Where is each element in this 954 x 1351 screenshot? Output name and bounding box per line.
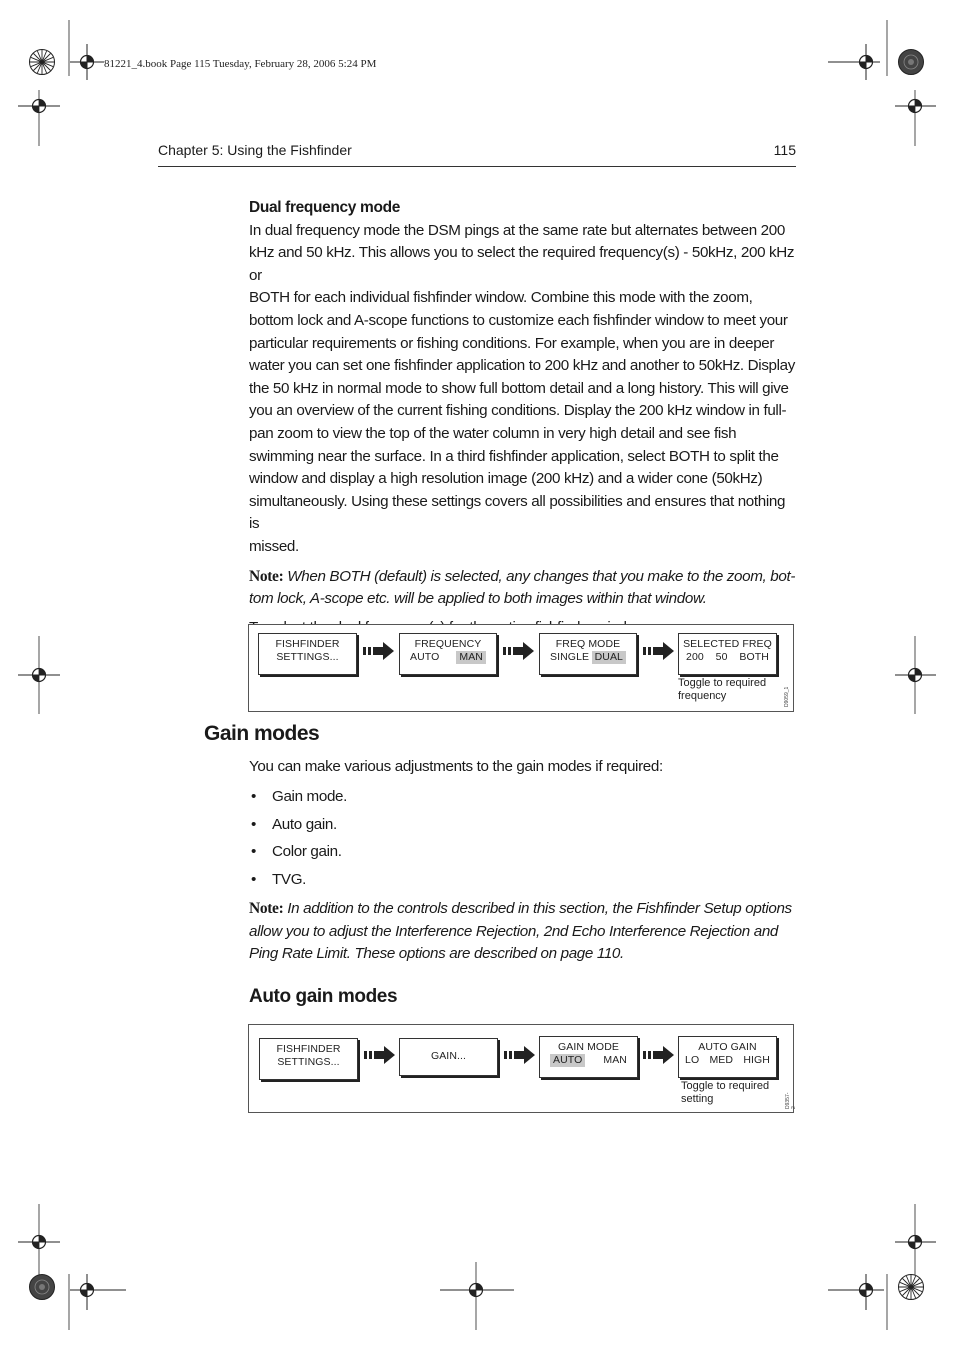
note-line: tom lock, A-scope etc. will be applied to both images within that window.: [249, 590, 707, 608]
caption-line: Toggle to required: [678, 677, 767, 689]
para-line: bottom lock and A-scope functions to customize each fishfinder window to meet your: [249, 311, 788, 329]
frequency-softkey: [399, 633, 497, 675]
option-lo: LO: [685, 1054, 700, 1066]
gain-softkey: [399, 1038, 498, 1076]
note-line: allow you to adjust the Interference Rejection, 2nd Echo Interference Rejection and: [249, 922, 779, 940]
option-dual-selected: DUAL: [592, 651, 626, 664]
note-label: Note:: [249, 567, 284, 585]
print-slug: 81221_4.book Page 115 Tuesday, February 28, 2006 5:24 PM: [104, 58, 377, 70]
para-line: missed.: [249, 537, 299, 555]
caption-line: setting: [681, 1093, 714, 1105]
arrow-right-icon: [643, 642, 675, 660]
bullet-text: Gain mode.: [272, 788, 348, 805]
arrow-right-icon: [363, 642, 395, 660]
softkey-label: FREQ MODE: [555, 638, 621, 650]
gain-mode-softkey: [539, 1036, 638, 1078]
note-line: In addition to the controls described in this section, the Fishfinder Setup options: [287, 900, 792, 917]
note-line: Ping Rate Limit. These options are described on page 110.: [249, 945, 624, 963]
note-line: When BOTH (default) is selected, any changes that you make to the zoom, bot-: [287, 567, 796, 585]
list-item: [249, 816, 347, 844]
dual-frequency-paragraph: [249, 220, 797, 559]
dual-note: [249, 566, 797, 611]
option-200: 200: [686, 651, 704, 663]
caption-line: Toggle to required: [681, 1080, 770, 1092]
option-50: 50: [715, 651, 728, 663]
fishfinder-settings-softkey: [259, 1038, 358, 1080]
option-med: MED: [709, 1054, 734, 1066]
bullet-icon: •: [251, 815, 256, 833]
list-item: [249, 871, 347, 899]
para-line: In dual frequency mode the DSM pings at the same rate but alternates between 200: [249, 221, 785, 239]
para-line: water you can set one fishfinder application to 200 kHz and another to 50kHz. Display: [249, 357, 796, 375]
gain-modes-heading: Gain modes: [204, 722, 320, 745]
para-line: swimming near the surface. In a third fishfinder application, select BOTH to split the: [249, 447, 779, 465]
diagram-caption: [681, 1080, 769, 1106]
dual-frequency-heading: Dual frequency mode: [249, 199, 400, 216]
softkey-label: FISHFINDER: [276, 1043, 341, 1055]
bullet-icon: •: [251, 870, 256, 888]
arrow-right-icon: [643, 1046, 675, 1064]
option-both: BOTH: [739, 651, 769, 663]
softkey-label: FISHFINDER: [275, 638, 340, 650]
arrow-right-icon: [364, 1046, 396, 1064]
para-line: BOTH for each individual fishfinder window. Combine this mode with the zoom,: [249, 289, 753, 307]
para-line: the 50 kHz in normal mode to show full bottom detail and a long history. This will give: [249, 379, 789, 397]
arrow-right-icon: [503, 642, 535, 660]
softkey-label: SETTINGS...: [277, 1056, 340, 1068]
note-label: Note:: [249, 900, 284, 917]
dual-frequency-section: [249, 197, 797, 639]
fishfinder-settings-softkey: [258, 633, 357, 675]
figure-code: D9059_1: [784, 686, 790, 707]
bullet-icon: •: [251, 843, 256, 861]
option-auto-selected: AUTO: [550, 1054, 585, 1067]
softkey-label: GAIN...: [430, 1050, 467, 1062]
gain-note: [249, 898, 797, 966]
para-line: simultaneously. Using these settings covers all possibilities and ensures that nothing is: [249, 492, 786, 533]
para-line: particular requirements or fishing conditions. For example, when you are in deeper: [249, 334, 775, 352]
para-line: window and display a high resolution image (200 kHz) and a wider cone (50kHz): [249, 470, 763, 488]
bullet-text: Auto gain.: [272, 815, 337, 833]
page-number: 115: [773, 142, 796, 158]
para-line: pan zoom to view the top of the water column in very high detail and see fish: [249, 424, 737, 442]
diagram-caption: [678, 677, 766, 703]
softkey-label: GAIN MODE: [558, 1041, 619, 1053]
caption-line: frequency: [678, 690, 727, 702]
arrow-right-icon: [504, 1046, 536, 1064]
auto-gain-modes-heading: Auto gain modes: [249, 986, 398, 1007]
freq-mode-softkey: [539, 633, 637, 675]
bullet-text: Color gain.: [272, 843, 342, 861]
figure-code: D9357-2: [785, 1092, 797, 1109]
bullet-text: TVG.: [272, 870, 307, 888]
dual-frequency-diagram: [248, 624, 794, 712]
auto-gain-softkey: [678, 1036, 777, 1078]
softkey-label: SELECTED FREQ: [683, 638, 772, 650]
para-line: kHz and 50 kHz. This allows you to select the required frequency(s) - 50kHz, 200 kHz or: [249, 244, 795, 284]
softkey-label: SETTINGS...: [276, 651, 339, 663]
list-item: [249, 788, 347, 816]
option-man-selected: MAN: [456, 651, 486, 664]
selected-freq-softkey: [678, 633, 777, 675]
bullet-icon: •: [251, 788, 256, 805]
para-line: you an overview of the current fishing conditions. Display the 200 kHz window in full-: [249, 402, 787, 420]
list-item: [249, 843, 347, 871]
option-high: HIGH: [743, 1054, 770, 1066]
softkey-label: AUTO GAIN: [698, 1041, 757, 1053]
auto-gain-diagram: [248, 1024, 797, 1113]
option-auto: AUTO: [410, 651, 440, 663]
gain-bullet-list: [249, 788, 347, 898]
option-man: MAN: [603, 1054, 627, 1066]
running-header: [158, 142, 796, 167]
option-single: SINGLE: [550, 651, 590, 663]
gain-intro: You can make various adjustments to the gain modes if required:: [249, 758, 663, 775]
softkey-label: FREQUENCY: [414, 638, 482, 650]
chapter-title: Chapter 5: Using the Fishfinder: [158, 142, 352, 158]
